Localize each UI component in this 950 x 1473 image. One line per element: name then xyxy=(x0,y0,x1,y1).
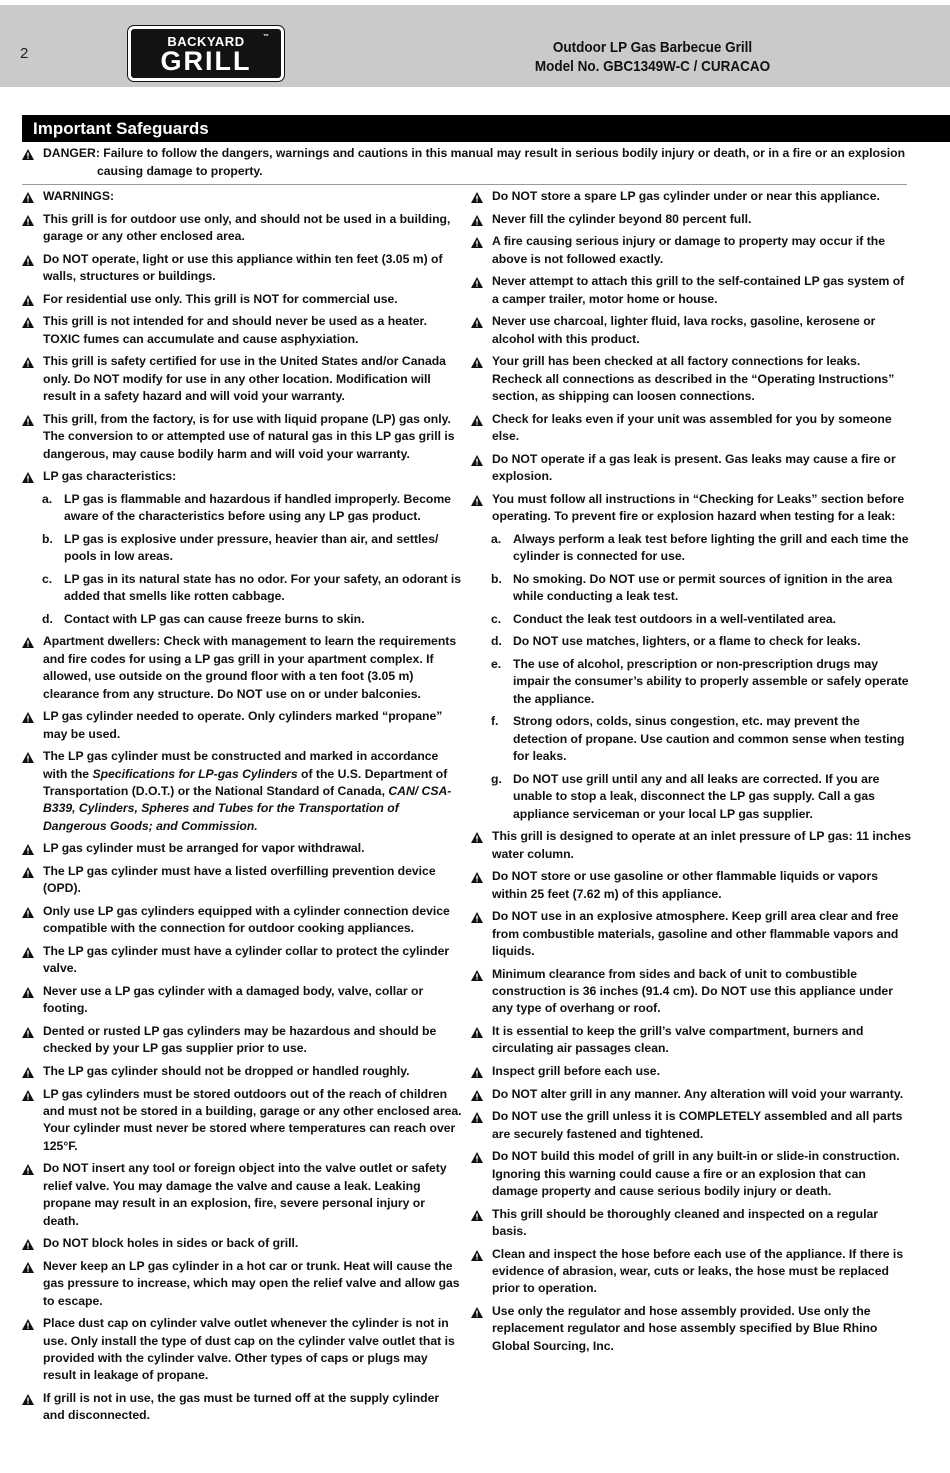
item-text: This grill is not intended for and should never be used as a heater. TOXIC fumes can accumulate and cause asphyxiation. xyxy=(43,314,427,346)
sub-list-item xyxy=(471,633,913,650)
item-text xyxy=(43,748,464,835)
item-letter: f. xyxy=(491,714,499,729)
sub-list-item xyxy=(471,571,913,606)
warning-icon xyxy=(22,752,34,763)
item-text: LP gas cylinder needed to operate. Only cylinders marked “propane” may be used. xyxy=(43,709,443,741)
warning-item xyxy=(22,943,464,978)
item-text: The use of alcohol, prescription or non-prescription drugs may impair the consumer’s ability to properly assemble or safely operate the appliance. xyxy=(513,656,909,706)
item-text: It is essential to keep the grill’s valve compartment, burners and circulating air passages clean. xyxy=(492,1024,864,1056)
item-text: Do NOT operate, light or use this appliance within ten feet (3.05 m) of walls, structures or buildings. xyxy=(43,251,443,284)
warning-item xyxy=(22,468,464,485)
logo-top-text: BACKYARD xyxy=(167,34,245,50)
item-text: Never use a LP gas cylinder with a damaged body, valve, collar or footing. xyxy=(43,984,424,1016)
warning-item xyxy=(471,1086,913,1103)
warning-item xyxy=(471,1063,913,1080)
warning-icon xyxy=(22,255,34,266)
warning-item xyxy=(22,1235,464,1252)
item-text: The LP gas cylinder should not be dropped or handled roughly. xyxy=(43,1064,410,1078)
warning-icon xyxy=(471,237,483,248)
warning-item xyxy=(22,1258,464,1310)
warning-icon xyxy=(22,637,34,648)
warning-icon xyxy=(22,192,34,203)
right-column xyxy=(471,188,913,1355)
warning-item xyxy=(22,983,464,1018)
item-text: A fire causing serious injury or damage to property may occur if the above is not followed exactly. xyxy=(492,234,886,266)
warning-item xyxy=(22,708,464,743)
warning-icon xyxy=(22,415,34,426)
warning-icon xyxy=(471,1152,483,1163)
sub-list-item xyxy=(22,491,464,526)
page-header xyxy=(0,5,950,87)
item-text: Only use LP gas cylinders equipped with a cylinder connection device compatible with the connection for outdoor cooking appliances. xyxy=(43,904,450,936)
item-text: LP gas cylinder must be arranged for vapor withdrawal. xyxy=(43,841,365,856)
item-text: This grill, from the factory, is for use with liquid propane (LP) gas only. The conversion to or attempted use of natural gas in this LP gas grill is dangerous, may cause bodily harm and will void your warranty. xyxy=(43,411,455,461)
warning-item xyxy=(471,313,913,348)
item-text: Do NOT block holes in sides or back of grill. xyxy=(43,1236,299,1251)
warning-item xyxy=(22,188,464,205)
sub-list-item xyxy=(22,611,464,628)
warning-icon xyxy=(471,1090,483,1101)
danger-line-2: causing damage to property. xyxy=(97,163,263,178)
item-text: No smoking. Do NOT use or permit sources of ignition in the area while conducting a leak test. xyxy=(513,571,893,604)
item-text: Never attempt to attach this grill to the self-contained LP gas system of a camper trailer, motor home or house. xyxy=(492,274,905,306)
item-letter: a. xyxy=(491,531,502,546)
item-text: Minimum clearance from sides and back of unit to combustible construction is 36 inches (91.4 cm). Do NOT use this appliance under any type of overhang or roof. xyxy=(492,966,893,1016)
warning-icon xyxy=(22,907,34,918)
warning-item xyxy=(471,273,913,308)
item-text: WARNINGS: xyxy=(43,189,115,204)
item-text: Do NOT build this model of grill in any built-in or slide-in construction. Ignoring this warning could cause a fire or an explosion that can damage property and cause serious bodily injury or death. xyxy=(492,1149,900,1198)
item-text: LP gas in its natural state has no odor. For your safety, an odorant is added that smells like rotten cabbage. xyxy=(64,571,462,604)
warning-icon xyxy=(471,872,483,883)
item-text: Conduct the leak test outdoors in a well-ventilated area. xyxy=(513,611,837,626)
warning-icon xyxy=(22,357,34,368)
italic-text: CAN/ CSA-B339, Cylinders, Spheres and Tubes for the Transportation of Dangerous Goods; and Commission. xyxy=(43,784,452,833)
warning-item xyxy=(471,451,913,486)
danger-notice xyxy=(22,145,923,180)
item-text: Always perform a leak test before lighting the grill and each time the cylinder is connected for use. xyxy=(513,531,909,564)
item-text: Do NOT alter grill in any manner. Any alteration will void your warranty. xyxy=(492,1086,904,1101)
warning-icon xyxy=(471,1210,483,1221)
warning-icon xyxy=(471,1067,483,1078)
item-letter: g. xyxy=(491,771,502,786)
warning-icon xyxy=(471,495,483,506)
warning-icon xyxy=(22,1067,34,1078)
item-letter: b. xyxy=(42,531,53,546)
warning-icon xyxy=(22,712,34,723)
warning-item xyxy=(22,211,464,246)
warning-icon xyxy=(22,947,34,958)
item-text: The LP gas cylinder must have a cylinder collar to protect the cylinder valve. xyxy=(43,944,450,976)
warning-icon xyxy=(22,1239,34,1250)
warning-item xyxy=(471,1303,913,1355)
warning-icon xyxy=(471,415,483,426)
warning-item xyxy=(471,353,913,405)
warning-icon xyxy=(22,317,34,328)
backyard-grill-logo xyxy=(128,26,284,81)
danger-line-1: DANGER: Failure to follow the dangers, warnings and cautions in this manual may result in serious bodily injury or death, or in a fire or an explosion xyxy=(43,146,906,161)
item-text: Contact with LP gas can cause freeze burns to skin. xyxy=(64,611,365,626)
warning-item xyxy=(471,966,913,1018)
warning-item xyxy=(22,748,464,835)
item-text: Use only the regulator and hose assembly provided. Use only the replacement regulator and hose assembly specified by Blue Rhino Global Sourcing, Inc. xyxy=(492,1304,878,1353)
warning-item xyxy=(22,633,464,703)
text-segment: of the U.S. Department of Transportation (D.O.T.) or the National Standard of Canada, xyxy=(43,766,448,798)
item-text: Never keep an LP gas cylinder in a hot car or trunk. Heat will cause the gas pressure to increase, which may open the relief valve and allow gas to escape. xyxy=(43,1258,460,1308)
sub-list-item xyxy=(471,656,913,708)
item-letter: e. xyxy=(491,656,502,671)
item-text: Never fill the cylinder beyond 80 percent full. xyxy=(492,211,752,226)
warning-item xyxy=(22,313,464,348)
warning-icon xyxy=(22,844,34,855)
item-text: Dented or rusted LP gas cylinders may be hazardous and should be checked by your LP gas supplier prior to use. xyxy=(43,1024,437,1056)
item-text: Do NOT store a spare LP gas cylinder under or near this appliance. xyxy=(492,189,880,204)
document-title xyxy=(488,38,817,76)
sub-list-item xyxy=(22,571,464,606)
warning-item xyxy=(22,863,464,898)
sub-list-item xyxy=(471,713,913,765)
warning-item xyxy=(22,411,464,463)
item-text: You must follow all instructions in “Checking for Leaks” section before operating. To prevent fire or explosion hazard when testing for a leak: xyxy=(492,491,905,524)
item-letter: c. xyxy=(491,611,502,626)
item-text: Do NOT store or use gasoline or other flammable liquids or vapors within 25 feet (7.62 m) of this appliance. xyxy=(492,869,879,901)
warning-icon xyxy=(22,1090,34,1101)
item-text: Do NOT use in an explosive atmosphere. Keep grill area clear and free from combustible materials, gasoline and other flammable vapors and liquids. xyxy=(492,909,899,958)
warning-item xyxy=(471,233,913,268)
warning-icon xyxy=(22,1164,34,1175)
warning-icon xyxy=(471,1027,483,1038)
item-text: LP gas cylinders must be stored outdoors out of the reach of children and must not be stored in a building, garage or any other enclosed area. Your cylinder must never be stored where temperatures can reach over 125°F. xyxy=(43,1086,462,1153)
warning-item xyxy=(22,251,464,286)
divider xyxy=(22,184,907,185)
warning-icon xyxy=(22,295,34,306)
item-text: Do NOT use matches, lighters, or a flame to check for leaks. xyxy=(513,634,861,649)
warning-item xyxy=(471,908,913,960)
warning-item xyxy=(22,291,464,308)
warning-icon xyxy=(471,1307,483,1318)
warning-item xyxy=(22,1315,464,1385)
item-letter: a. xyxy=(42,491,53,506)
warning-item xyxy=(471,491,913,526)
item-text: This grill is designed to operate at an inlet pressure of LP gas: 11 inches water column. xyxy=(492,829,912,861)
warning-icon xyxy=(471,832,483,843)
item-text: This grill is for outdoor use only, and should not be used in a building, garage or any other enclosed area. xyxy=(43,211,451,244)
warning-icon xyxy=(471,1250,483,1261)
item-text: LP gas is flammable and hazardous if handled improperly. Become aware of the characteristics before using any LP gas product. xyxy=(64,491,451,524)
logo-bottom-text: GRILL xyxy=(160,46,252,77)
warning-item xyxy=(22,840,464,857)
item-text: Clean and inspect the hose before each use of the appliance. If there is evidence of abrasion, wear, cuts or leaks, the hose must be replaced prior to operation. xyxy=(492,1246,904,1296)
warning-item xyxy=(471,411,913,446)
sub-list-item xyxy=(471,611,913,628)
warning-item xyxy=(22,1160,464,1230)
warning-icon xyxy=(22,149,34,160)
item-text: Your grill has been checked at all factory connections for leaks. Recheck all connections as described in the “Operating Instructions” section, as shipping can loosen connections. xyxy=(492,354,895,404)
item-text: If grill is not in use, the gas must be turned off at the supply cylinder and disconnected. xyxy=(43,1391,440,1423)
section-title: Important Safeguards xyxy=(22,115,950,142)
warning-item xyxy=(471,1148,913,1200)
item-text: LP gas characteristics: xyxy=(43,469,177,484)
warning-icon xyxy=(22,987,34,998)
item-letter: c. xyxy=(42,571,53,586)
warning-item xyxy=(471,1206,913,1241)
item-text: Do NOT use grill until any and all leaks are corrected. If you are unable to stop a leak, disconnect the LP gas supply. Call a gas appliance serviceman or your local LP gas supplier. xyxy=(513,771,880,821)
warning-icon xyxy=(471,912,483,923)
page-number: 2 xyxy=(20,45,29,63)
warning-icon xyxy=(471,357,483,368)
warning-icon xyxy=(22,1262,34,1273)
warning-item xyxy=(22,1390,464,1425)
warning-item xyxy=(22,903,464,938)
item-text: This grill is safety certified for use in the United States and/or Canada only. Do NOT modify for use in any other location. Modification will result in a safety hazard and will void your warranty. xyxy=(43,354,446,404)
item-text: Do NOT insert any tool or foreign object into the valve outlet or safety relief valve. You may damage the valve and cause a leak. Leaking propane may result in an explosion, fire, severe personal injury or death. xyxy=(43,1161,447,1228)
warning-item xyxy=(471,828,913,863)
warning-item xyxy=(471,188,913,205)
warning-item xyxy=(471,1023,913,1058)
sub-list-item xyxy=(22,531,464,566)
item-text: Strong odors, colds, sinus congestion, etc. may prevent the detection of propane. Use caution and common sense when testing for leaks. xyxy=(513,714,905,764)
item-text: For residential use only. This grill is NOT for commercial use. xyxy=(43,291,398,306)
item-text: The LP gas cylinder must have a listed overfilling prevention device (OPD). xyxy=(43,864,436,896)
warning-item xyxy=(22,353,464,405)
logo-trademark: ™ xyxy=(263,34,269,41)
warning-icon xyxy=(22,472,34,483)
warning-icon xyxy=(471,277,483,288)
warning-icon xyxy=(22,1027,34,1038)
text-segment: The LP gas cylinder must be constructed and marked in accordance with the xyxy=(43,749,439,781)
item-letter: d. xyxy=(491,634,502,649)
item-text: Check for leaks even if your unit was assembled for you by someone else. xyxy=(492,411,892,444)
item-text: Do NOT operate if a gas leak is present. Gas leaks may cause a fire or explosion. xyxy=(492,451,896,484)
warning-icon xyxy=(22,1319,34,1330)
item-text: LP gas is explosive under pressure, heavier than air, and settles/ pools in low areas. xyxy=(64,531,439,564)
warning-icon xyxy=(22,1394,34,1405)
warning-item xyxy=(471,1108,913,1143)
warning-icon xyxy=(471,455,483,466)
warning-icon xyxy=(471,192,483,203)
warning-icon xyxy=(471,1112,483,1123)
warning-icon xyxy=(471,215,483,226)
item-text: Do NOT use the grill unless it is COMPLETELY assembled and all parts are securely fastened and tightened. xyxy=(492,1109,903,1141)
title-line-1: Outdoor LP Gas Barbecue Grill xyxy=(552,39,753,57)
left-column xyxy=(22,188,464,1425)
warning-icon xyxy=(22,867,34,878)
item-letter: b. xyxy=(491,571,502,586)
warning-item xyxy=(22,1063,464,1080)
item-text: This grill should be thoroughly cleaned and inspected on a regular basis. xyxy=(492,1206,878,1238)
warning-icon xyxy=(471,317,483,328)
warning-item xyxy=(22,1086,464,1156)
item-text: Apartment dwellers: Check with management to learn the requirements and fire codes for using a LP gas grill in your apartment complex. If allowed, use outside on the ground floor with a ten foot (3.05 m) clearance from any structure. Do NOT use on or under balconies. xyxy=(43,634,457,701)
item-text: Never use charcoal, lighter fluid, lava rocks, gasoline, kerosene or alcohol with this product. xyxy=(492,314,876,346)
warning-icon xyxy=(471,970,483,981)
sub-list-item xyxy=(471,771,913,823)
item-text: Place dust cap on cylinder valve outlet whenever the cylinder is not in use. Only install the type of dust cap on the cylinder valve outlet that is provided with the cylinder valve. Other types of caps or plugs may result in leakage of propane. xyxy=(43,1316,455,1383)
warning-item xyxy=(471,1246,913,1298)
warning-icon xyxy=(22,215,34,226)
item-text: Inspect grill before each use. xyxy=(492,1064,660,1078)
warning-item xyxy=(471,211,913,228)
item-letter: d. xyxy=(42,611,53,626)
title-line-2: Model No. GBC1349W-C / CURACAO xyxy=(534,58,771,76)
sub-list-item xyxy=(471,531,913,566)
warning-item xyxy=(22,1023,464,1058)
warning-item xyxy=(471,868,913,903)
italic-text: Specifications for LP-gas Cylinders xyxy=(92,766,298,781)
